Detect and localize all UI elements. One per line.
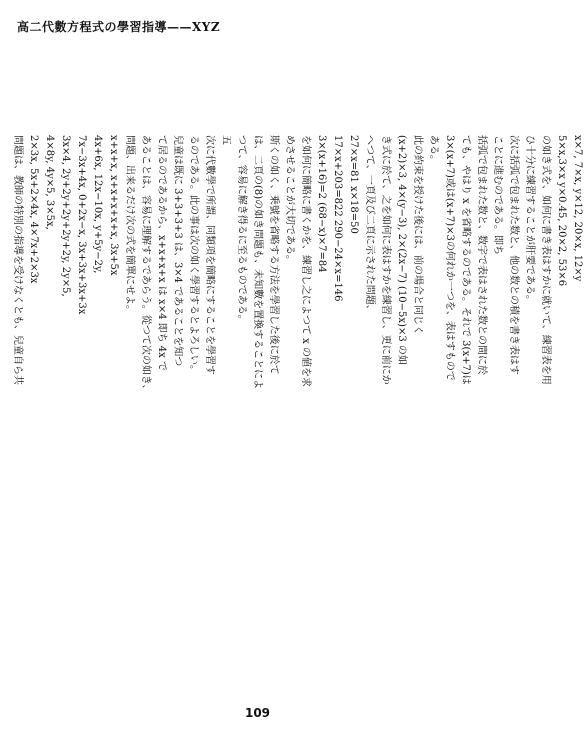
body-line: るのである。此の事は次の如く學習するとよろしい。 bbox=[188, 135, 199, 375]
body-line: あることは、容易に理解するであらう。從つて次の如き、 bbox=[140, 135, 151, 395]
body-line: 5×x,3×x y×0.45, 20×2, 53×6 bbox=[556, 135, 567, 287]
page-header: 高二代數方程式の學習指導——XYZ bbox=[17, 20, 221, 34]
body-line: ても、やはり x を省略するのである。それで 3(x+7)は bbox=[460, 135, 471, 385]
body-line: 問題は、教師の特別の指導を受けなくとも、兒童自ら共 bbox=[12, 135, 23, 385]
body-line: つて、容易に解き得るに至るものである。 bbox=[236, 135, 247, 325]
body-line: めさせることが大切である。 bbox=[284, 135, 295, 265]
body-line: へつて、一頁及び二頁に示された問題、 bbox=[364, 135, 375, 315]
body-line: 17×x+203=822 290−24×x=146 bbox=[332, 135, 343, 302]
body-line: 此の約束を授けた後には、前の場合と同じく bbox=[412, 135, 423, 335]
body-line: 問題、出来るだけ次の式を簡單にせよ。 bbox=[124, 135, 135, 315]
body-line: の如き式を、如何に書き表はすかに就いて、練習表を用 bbox=[540, 135, 551, 385]
body-line: 4×8y, 4y×5, 3×5x, bbox=[44, 135, 55, 230]
body-line: x+x+x, x+x+x+x+x, 3x+5x bbox=[108, 135, 119, 276]
body-line: 4x+6x, 12x−10x, y+5y−2y, bbox=[92, 135, 103, 274]
body-line: 27×x=81 x×18=50 bbox=[348, 135, 359, 234]
body-line: 括弧で包まれた数と、数字で表はされた数との間に於 bbox=[476, 135, 487, 375]
body-line: ひ十分に練習することが肝要である。 bbox=[524, 135, 535, 305]
body-line: 2×3x, 5x+2×4x, 4×7x+2×3x bbox=[28, 135, 39, 284]
body-line: x×7, 7×x, y×12, 20×x, 12×y bbox=[572, 135, 583, 282]
body-line: 7x−3x+4x, 0+2x−x, 3x+3x+3x+3x bbox=[76, 135, 87, 315]
body-line: は、二頁の(8)の如き問題も、未知數を置換することによ bbox=[252, 135, 263, 390]
body-line: き式に於て、之を如何に表はすかを練習し、更に前にか bbox=[380, 135, 391, 385]
body-line: て居るのであるから、x+x+x+x は x×4 即ち 4x で bbox=[156, 135, 167, 371]
section-number: 五 bbox=[220, 135, 231, 145]
body-line: 斯くの如く、乗號を省略する方法を學習した後に於て bbox=[268, 135, 279, 375]
body-line: 次に代數學で所謂、同類項を簡略にすることを學習す bbox=[204, 135, 215, 375]
body-line: 3x×4, 2y+2y+2y+2y+2y, 2y×5, bbox=[60, 135, 71, 297]
body-line: 兒童は既に 3+3+3+3 は、3×4 であることを知つ bbox=[172, 135, 183, 367]
body-line: を如何に簡略に書くかを、練習し之によつて x の値を求 bbox=[300, 135, 311, 387]
body-line: (x+2)×3, 4×(y−3), 2×(2x−7) (10−5x)×3 の如 bbox=[396, 135, 407, 365]
body-line: ことに進むのである。即ち bbox=[492, 135, 503, 255]
body-text bbox=[0, 135, 585, 605]
body-line: 3×(x+7)或は(x+7)×3の何れか一つを、表はすもので bbox=[444, 135, 455, 381]
page-number: 109 bbox=[244, 706, 271, 720]
body-line: 3×(x+16)=2 (68−x)×7=84 bbox=[316, 135, 327, 273]
body-line: 次に括弧で包まれた数と、他の数との積を書き表はす bbox=[508, 135, 519, 375]
body-line: ある。 bbox=[428, 135, 439, 165]
